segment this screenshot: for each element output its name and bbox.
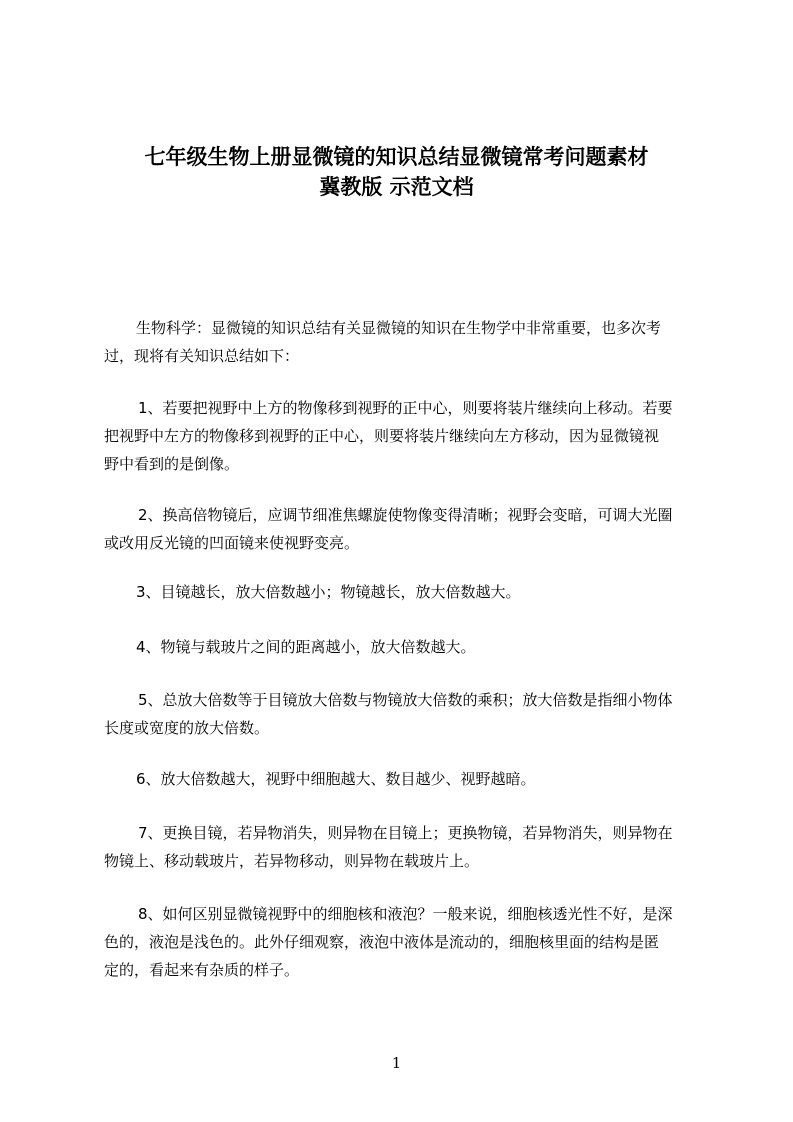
item-2-paragraph [104,501,704,557]
item-8-line-2: 色的，液泡是浅色的。此外仔细观察，液泡中液体是流动的，细胞核里面的结构是匿 [104,933,660,951]
intro-paragraph [104,314,704,370]
document-title-line-1: 七年级生物上册显微镜的知识总结显微镜常考问题素材 [144,145,649,169]
item-5-line-1: 5、总放大倍数等于目镜放大倍数与物镜放大倍数的乘积；放大倍数是指细小物体 [138,691,673,709]
item-5-line-2: 长度或宽度的放大倍数。 [104,719,270,737]
intro-line-1: 生物科学：显微镜的知识总结有关显微镜的知识在生物学中非常重要，也多次考 [136,319,662,337]
item-5-paragraph [104,686,704,742]
item-1-line-3: 野中看到的是倒像。 [104,455,240,473]
item-3-line-1: 3、目镜越长，放大倍数越小；物镜越长，放大倍数越大。 [136,583,521,601]
item-2-line-1: 2、换高倍物镜后，应调节细准焦螺旋使物像变得清晰；视野会变暗，可调大光圈 [138,506,673,524]
item-4-line-1: 4、物镜与载玻片之间的距离越小，放大倍数越大。 [136,638,476,656]
item-1-line-2: 把视野中左方的物像移到视野的正中心，则要将装片继续向左方移动，因为显微镜视 [104,427,660,445]
item-2-line-2: 或改用反光镜的凹面镜来使视野变亮。 [104,534,360,552]
page-number: 1 [391,1054,402,1072]
item-1-paragraph [104,394,704,478]
item-8-line-3: 定的，看起来有杂质的样子。 [104,961,300,979]
item-7-line-1: 7、更换目镜，若异物消失，则异物在目镜上；更换物镜，若异物消失，则异物在 [138,824,673,842]
item-4-paragraph [104,633,704,661]
item-8-paragraph [104,900,704,984]
item-6-paragraph [104,765,704,793]
item-6-line-1: 6、放大倍数越大，视野中细胞越大、数目越少、视野越暗。 [136,770,536,788]
item-3-paragraph [104,578,704,606]
item-1-line-1: 1、若要把视野中上方的物像移到视野的正中心，则要将装片继续向上移动。若要 [138,399,673,417]
item-7-line-2: 物镜上、移动载玻片，若异物移动，则异物在载玻片上。 [104,852,480,870]
item-7-paragraph [104,819,704,875]
item-8-line-1: 8、如何区别显微镜视野中的细胞核和液泡？一般来说，细胞核透光性不好，是深 [138,905,673,923]
intro-line-2: 过，现将有关知识总结如下： [104,347,300,365]
document-title-line-2: 冀教版 示范文档 [319,175,474,199]
